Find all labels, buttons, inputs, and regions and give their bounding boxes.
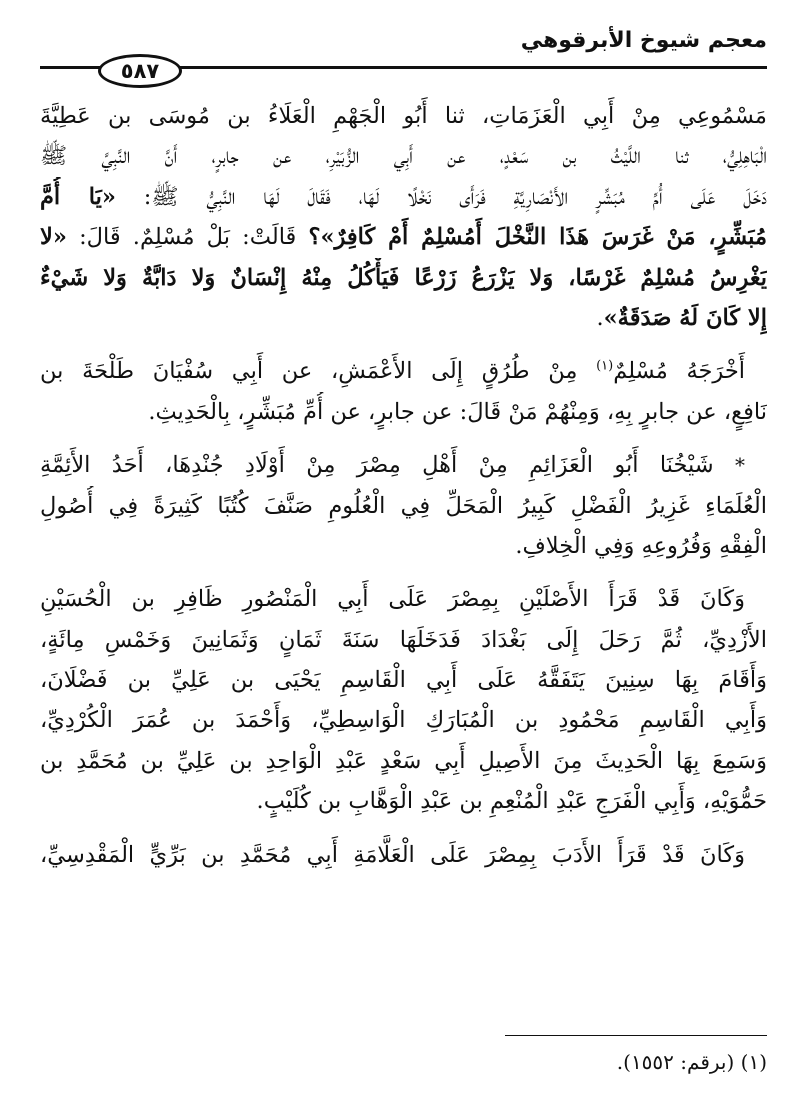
- text-line: حَمُّوَيْهِ، وَأَبِي الْفَرَجِ عَبْدِ الْمُنْعِمِ بن عَبْدِ الْوَهَّابِ بن كُلَيْبٍ.: [256, 788, 767, 815]
- text-line: مُبَشِّرٍ، مَنْ غَرَسَ هَذَا النَّخْلَ أَمُسْلِمٌ أَمْ كَافِرٌ»؟ قَالَتْ: بَلْ مُسْلِمٌ. قَالَ: «لا: [40, 224, 767, 251]
- page-number-badge: [98, 54, 182, 88]
- text-line: وَكَانَ قَدْ قَرَأَ الأَدَبَ بِمِصْرَ عَلَى الْعَلَّامَةِ أَبِي مُحَمَّدِ بن بَرِّيٍّ الْمَقْدِسِيِّ،: [40, 841, 745, 868]
- text-line: الأَزْدِيِّ، ثُمَّ رَحَلَ إِلَى بَغْدَادَ فَدَخَلَهَا سَنَةَ ثَمَانٍ وَثَمَانِينَ وَخَمْسِ مِائَةٍ،: [40, 626, 767, 653]
- page-number: ٥٨٧: [120, 58, 160, 83]
- text-line: الْبَاهِلِيُّ، ثنا اللَّيْثُ بن سَعْدٍ، عن أَبِي الزُّبَيْرِ، عن جابرٍ، أَنَّ النَّبِيَّ ﷺ: [40, 143, 767, 170]
- text-line: [40, 258, 767, 298]
- text-line: وَكَانَ قَدْ قَرَأَ الأَصْلَيْنِ بِمِصْرَ عَلَى أَبِي الْمَنْصُورِ ظَافِرِ بن الْحُسَيْنِ: [40, 586, 745, 613]
- text-line: وَأَقَامَ بِهَا سِنِينَ يَتَفَقَّهُ عَلَى أَبِي الْقَاسِمِ يَحْيَى بن عَلِيِّ بن فَضْلَانَ،: [40, 667, 767, 694]
- footnote: (١) (برقم: ١٥٥٢).: [616, 1050, 767, 1074]
- footnote-rule: [505, 1035, 767, 1036]
- text-line: أَخْرَجَهُ مُسْلِمٌ$^{(١)}$ مِنْ طُرُقٍ إِلَى الأَعْمَشِ، عن أَبِي سُفْيَانَ طَلْحَةَ بن: [40, 358, 746, 385]
- text-line: وَأَبِي الْقَاسِمِ مَحْمُودِ بن الْمُبَارَكِ الْوَاسِطِيِّ، وَأَحْمَدَ بن عُمَرَ الْكُرْدِيِّ،: [40, 707, 767, 734]
- text-line: * شَيْخُنَا أَبُو الْعَزَائِمِ مِنْ أَهْلِ مِصْرَ مِنْ أَوْلَادِ جُنْدِهَا، أَحَدُ الأَئِمَّةِ: [40, 452, 745, 479]
- text-line: دَخَلَ عَلَى أُمِّ مُبَشِّرٍ الأَنْصَارِيَّةِ فَرَأَى نَخْلًا لَهَا، فَقَالَ لَهَا النَّبِيُّ ﷺ: «يَا أُمَّ: [40, 183, 767, 210]
- paragraph-gap: [40, 432, 767, 445]
- text-line: وَسَمِعَ بِهَا الْحَدِيثَ مِنَ الأَصِيلِ أَبِي سَعْدٍ عَبْدِ الْوَاحِدِ بن عَلِيِّ بن مُحَمَّدِ بن: [40, 747, 767, 774]
- text-line: مَسْمُوعِي مِنْ أَبِي الْعَزَمَاتِ، ثنا أَبُو الْجَهْمِ الْعَلَاءُ بن مُوسَى بن عَطِيَّةَ: [40, 103, 767, 129]
- hadith-text: «يَا أُمَّ: [40, 183, 116, 210]
- footnote-reference: (١): [596, 358, 614, 374]
- text-line: إِلا كَانَ لَهُ صَدَقَةٌ».: [596, 304, 767, 331]
- body-text: [40, 96, 767, 875]
- hadith-text: إِلا كَانَ لَهُ صَدَقَةٌ»: [603, 304, 767, 331]
- paragraph-gap: [40, 822, 767, 835]
- paragraph-gap: [40, 338, 767, 351]
- hadith-text: مُبَشِّرٍ، مَنْ غَرَسَ هَذَا النَّخْلَ أَمُسْلِمٌ أَمْ كَافِرٌ»؟: [308, 224, 767, 251]
- book-title: معجم شيوخ الأبرقوهي: [520, 28, 767, 53]
- text-line: الْعُلَمَاءِ غَزِيرُ الْفَضْلِ كَبِيرُ الْمَحَلِّ فِي الْعُلُومِ صَنَّفَ كُتُبًا كَثِيرَةً فِي أُصُولِ: [40, 492, 767, 519]
- hadith-text: «لا: [40, 224, 67, 251]
- hadith-text: يَغْرِسُ مُسْلِمٌ غَرْسًا، وَلا يَزْرَعُ زَرْعًا فَيَأْكُلُ مِنْهُ إِنْسَانٌ وَلا دَابَّةٌ وَلا شَيْءٌ: [40, 264, 767, 291]
- text-line: نَافِعٍ، عن جابرٍ بِهِ، وَمِنْهُمْ مَنْ قَالَ: عن جابرٍ، عن أُمِّ مُبَشِّرٍ، بِالْحَدِيثِ.: [148, 398, 767, 425]
- text-line: الْفِقْهِ وَفُرُوعِهِ وَفِي الْخِلافِ.: [515, 532, 767, 559]
- entry-star-marker: *: [735, 453, 745, 478]
- paragraph-gap: [40, 566, 767, 579]
